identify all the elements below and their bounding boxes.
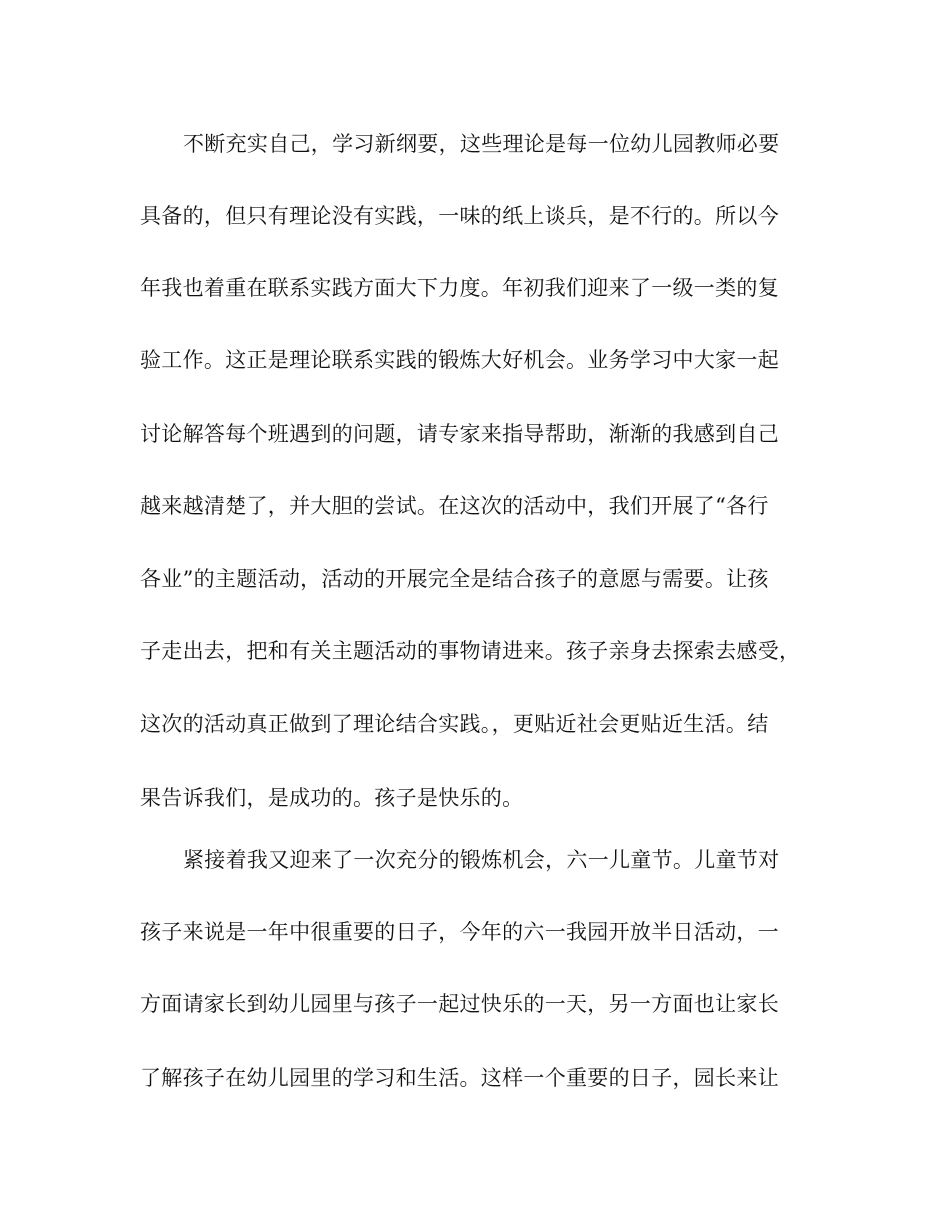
text-line: 子走出去，把和有关主题活动的事物请进来。孩子亲身去探索去感受， (140, 639, 801, 663)
text-line: 各业”的主题活动，活动的开展完全是结合孩子的意愿与需要。让孩 (140, 567, 769, 591)
text-line: 讨论解答每个班遇到的问题，请专家来指导帮助，渐渐的我感到自己 (140, 422, 779, 446)
text-line: 不断充实自己，学习新纲要，这些理论是每一位幼儿园教师必要 (183, 132, 780, 156)
text-line: 方面请家长到幼儿园里与孩子一起过快乐的一天，另一方面也让家长 (140, 992, 779, 1016)
text-line: 紧接着我又迎来了一次充分的锻炼机会，六一儿童节。儿童节对 (183, 848, 780, 872)
text-line: 具备的，但只有理论没有实践，一味的纸上谈兵，是不行的。所以今 (140, 204, 779, 228)
text-line: 年我也着重在联系实践方面大下力度。年初我们迎来了一级一类的复 (140, 276, 779, 300)
text-line: 这次的活动真正做到了理论结合实践。，更贴近社会更贴近生活。结 (140, 712, 769, 736)
text-line: 了解孩子在幼儿园里的学习和生活。这样一个重要的日子，园长来让 (140, 1066, 779, 1090)
text-line: 越来越清楚了，并大胆的尝试。在这次的活动中，我们开展了“各行 (140, 494, 769, 518)
text-line: 孩子来说是一年中很重要的日子，今年的六一我园开放半日活动，一 (140, 920, 779, 944)
text-line: 验工作。这正是理论联系实践的锻炼大好机会。业务学习中大家一起 (140, 348, 779, 372)
text-line: 果告诉我们，是成功的。孩子是快乐的。 (140, 786, 524, 810)
